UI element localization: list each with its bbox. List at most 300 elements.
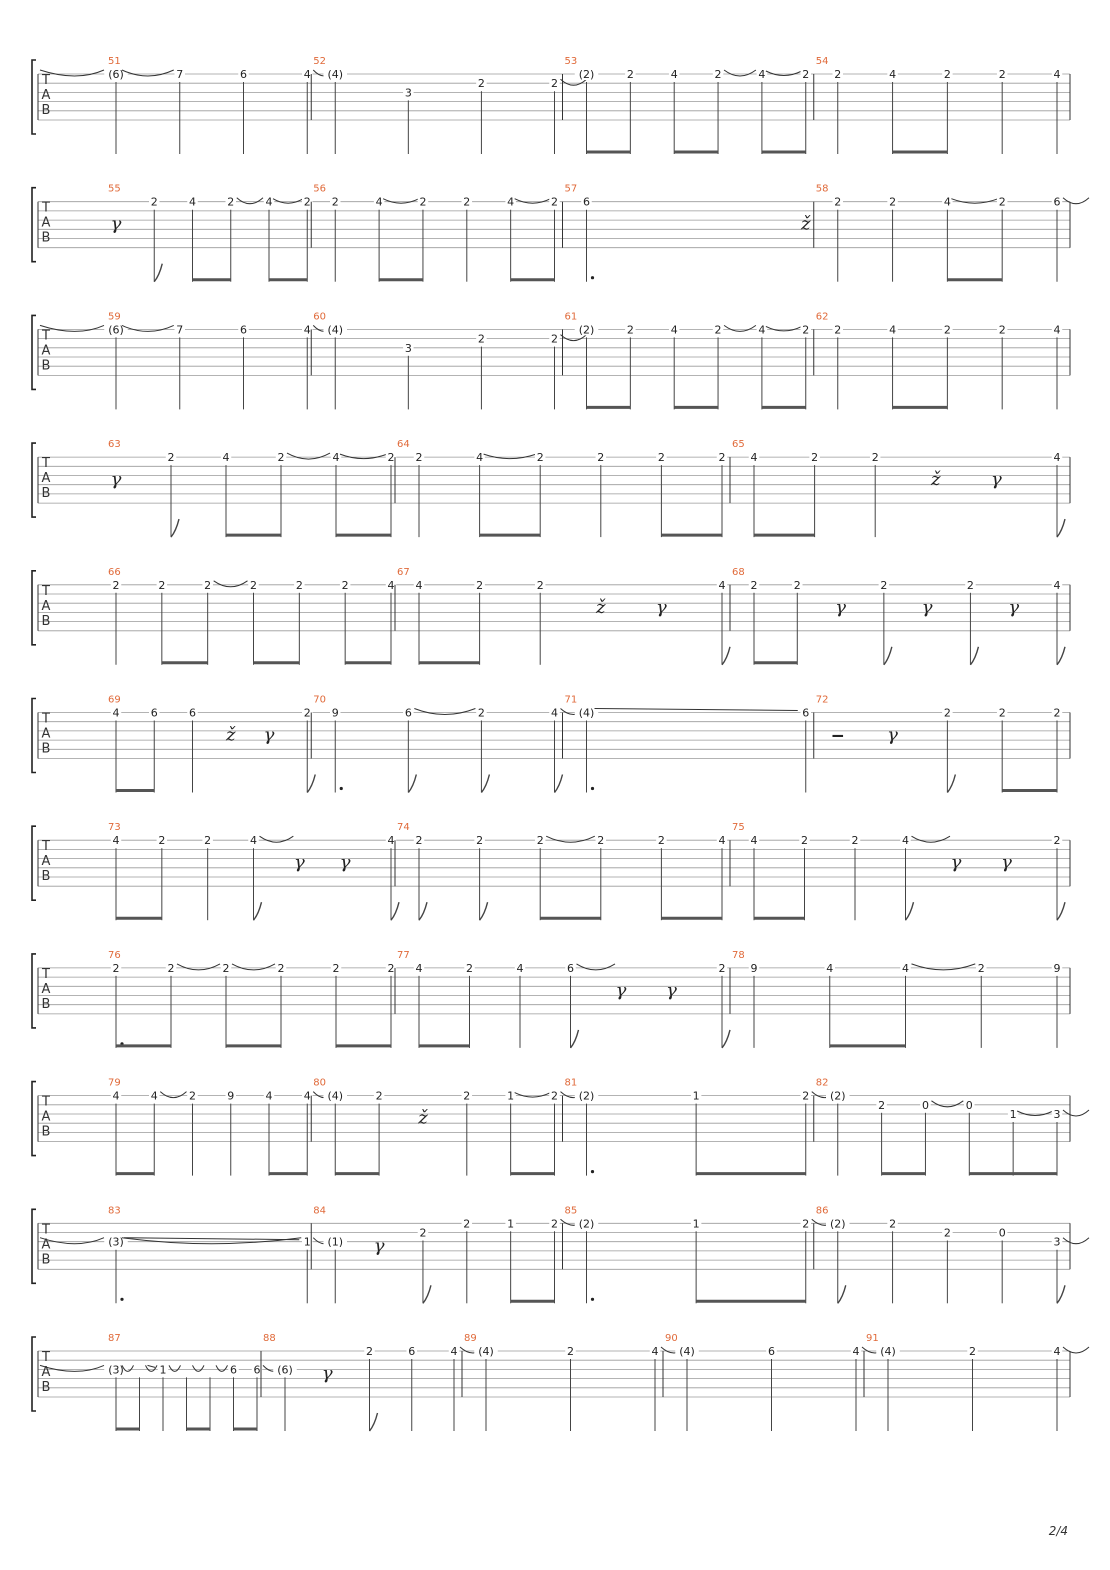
fret-number: 4: [889, 323, 897, 337]
note-flag: [838, 1285, 846, 1303]
note-flag: [722, 1030, 730, 1048]
tab-clef-letter: B: [41, 1380, 51, 1395]
measure: [40, 1333, 285, 1431]
fret-number: 1: [692, 1089, 700, 1103]
fret-number: (4): [327, 1089, 344, 1103]
fret-number: 4: [670, 68, 678, 81]
note-flag: [480, 902, 488, 920]
fret-number: 2: [295, 578, 303, 592]
fret-number: 2: [969, 1345, 976, 1358]
fret-number: 2: [834, 195, 842, 209]
slide-line: [148, 1365, 156, 1367]
tab-clef-letter: A: [41, 598, 51, 614]
measure-number: 61: [564, 311, 578, 323]
rest-eighth: γ: [1008, 596, 1020, 618]
measure: [563, 56, 812, 154]
note-flag: [370, 1413, 378, 1431]
fret-number: 4: [902, 834, 909, 848]
tie-arc: [724, 70, 756, 76]
rest-eighth: γ: [110, 469, 122, 491]
fret-number: 4: [551, 706, 558, 720]
rest-eighth: γ: [373, 1235, 385, 1257]
rhythm-dot: [591, 1298, 594, 1301]
fret-number: 6: [567, 961, 574, 975]
fret-number: 4: [507, 195, 515, 209]
fret-number: 2: [331, 195, 339, 209]
tab-clef-letter: A: [41, 726, 51, 742]
note-flag: [481, 775, 489, 793]
fret-number: 2: [204, 578, 212, 592]
system-bracket: [32, 1337, 36, 1411]
rhythm-dot: [591, 276, 594, 279]
tab-clef-letter: T: [42, 711, 50, 727]
tab-clef-letter: A: [41, 1237, 51, 1253]
fret-number: 6: [240, 68, 247, 81]
tab-system: [32, 56, 1070, 154]
tab-clef-letter: T: [42, 200, 50, 216]
fret-number: 6: [253, 1363, 261, 1377]
measure-number: 81: [564, 1077, 578, 1089]
measure-number: 69: [108, 694, 121, 706]
tab-clef-letter: B: [41, 1124, 51, 1140]
tie-arc: [287, 453, 330, 459]
measure-number: 70: [313, 694, 326, 706]
tie-arc: [193, 1365, 205, 1371]
fret-number: 2: [943, 323, 951, 337]
measure: [563, 311, 812, 409]
fret-number: 2: [597, 834, 605, 848]
fret-number: 1: [507, 1217, 515, 1231]
fret-number: 2: [551, 1089, 558, 1103]
fret-number: 2: [551, 77, 558, 91]
fret-number: 2: [793, 578, 801, 592]
measure-number: 72: [815, 694, 829, 706]
fret-number: 4: [1053, 323, 1061, 337]
fret-number: 2: [158, 834, 166, 848]
measure-number: 65: [732, 439, 745, 451]
fret-number: 4: [112, 1089, 120, 1103]
tab-clef-letter: T: [42, 839, 50, 855]
measure-number: 53: [564, 56, 578, 67]
fret-number: 0: [998, 1226, 1006, 1240]
tab-system: [32, 1333, 1089, 1431]
fret-number: 4: [670, 323, 678, 337]
tie-arc: [216, 1365, 228, 1371]
system-bracket: [32, 1209, 36, 1283]
fret-number: 2: [1053, 706, 1061, 720]
tie-arc: [546, 836, 595, 842]
tab-clef-letter: B: [41, 358, 51, 374]
measure-number: 88: [263, 1333, 276, 1344]
fret-number: 4: [303, 323, 311, 337]
fret-number: 2: [477, 332, 485, 346]
fret-number: 2: [204, 834, 212, 848]
fret-number: 1: [159, 1363, 167, 1377]
note-flag: [423, 1285, 431, 1303]
tab-clef-letter: T: [42, 966, 50, 982]
tab-clef-letter: A: [41, 471, 51, 487]
fret-number: (3): [108, 1235, 124, 1249]
measure-number: 82: [815, 1077, 829, 1089]
fret-number: 2: [880, 578, 888, 592]
fret-number: 2: [415, 451, 423, 465]
note-flag: [722, 647, 730, 665]
fret-number: 2: [222, 961, 230, 975]
fret-number: 4: [303, 68, 311, 81]
fret-number: (4): [327, 323, 344, 337]
measure-number: 68: [732, 566, 745, 578]
tie-arc: [169, 1365, 181, 1371]
note-flag: [884, 647, 892, 665]
tie-arc: [232, 964, 275, 970]
fret-number: 4: [826, 961, 834, 975]
fret-number: 4: [516, 961, 524, 975]
fret-number: 2: [750, 578, 758, 592]
slur-arc: [484, 454, 537, 459]
tab-clef-letter: B: [41, 613, 51, 629]
system-bracket: [32, 571, 36, 645]
rest-quarter: ž: [596, 596, 606, 618]
measure: [563, 1078, 838, 1176]
tab-clef-letter: A: [41, 215, 51, 231]
fret-number: 2: [878, 1098, 886, 1112]
note-flag: [1057, 902, 1065, 920]
measure-number: 89: [464, 1333, 477, 1344]
fret-number: (3): [108, 1363, 124, 1377]
slur-arc: [515, 199, 551, 204]
measure-number: 58: [815, 183, 829, 195]
measure: [40, 56, 335, 154]
rhythm-dot: [591, 787, 594, 790]
measure: [864, 1333, 1089, 1431]
tab-clef-letter: T: [42, 1350, 50, 1365]
fret-number: 4: [750, 451, 758, 465]
note-flag: [1057, 519, 1065, 537]
fret-number: 2: [375, 1089, 383, 1103]
tab-clef-letter: B: [41, 741, 51, 757]
fret-number: 2: [551, 1217, 558, 1231]
tab-clef-letter: T: [42, 583, 50, 599]
tab-clef-letter: T: [42, 73, 50, 88]
tab-system: [32, 950, 1070, 1048]
fret-number: 3: [1053, 1108, 1061, 1121]
fret-number: 4: [415, 961, 423, 975]
slur-arc: [340, 454, 387, 459]
fret-number: 2: [657, 451, 665, 465]
measure: [814, 695, 1063, 793]
fret-number: 2: [626, 323, 634, 337]
measure: [395, 822, 727, 920]
slur-arc: [951, 199, 998, 204]
tab-clef-letter: T: [42, 1222, 50, 1238]
fret-number: 2: [341, 578, 349, 592]
fret-number: (6): [277, 1363, 293, 1377]
fret-number: 4: [718, 578, 726, 592]
rest-eighth: γ: [615, 979, 627, 1001]
fret-number: 4: [852, 1345, 860, 1358]
system-bracket: [32, 315, 36, 389]
fret-number: 2: [463, 1217, 471, 1231]
note-flag: [391, 902, 399, 920]
measure-number: 80: [313, 1077, 326, 1089]
fret-number: (2): [578, 68, 595, 81]
tab-clef-letter: A: [41, 1109, 51, 1125]
system-bracket: [32, 1082, 36, 1156]
measure: [814, 311, 1063, 409]
measure: [311, 311, 586, 409]
rest-eighth: γ: [110, 213, 122, 235]
measure-number: 78: [732, 949, 745, 961]
fret-number: 2: [463, 195, 471, 209]
measure: [395, 567, 730, 665]
fret-number: 2: [834, 323, 842, 337]
fret-number: 2: [366, 1345, 373, 1358]
rest-half: ‒: [831, 724, 845, 746]
fret-number: 2: [112, 961, 120, 975]
measure-number: 57: [564, 183, 578, 195]
tab-clef-letter: T: [42, 328, 50, 344]
rest-eighth: γ: [656, 596, 667, 618]
system-bracket: [32, 826, 36, 900]
fret-number: 4: [943, 195, 951, 209]
fret-number: 1: [303, 1235, 311, 1249]
fret-number: 2: [802, 323, 810, 337]
fret-number: (2): [829, 1217, 846, 1231]
rhythm-dot: [340, 787, 343, 790]
tab-clef-letter: A: [41, 1365, 51, 1380]
fret-number: 4: [250, 834, 257, 848]
fret-number: 2: [477, 77, 485, 91]
fret-number: 9: [750, 961, 758, 975]
tab-clef-letter: B: [41, 869, 51, 885]
tab-system: [32, 822, 1070, 920]
tab-system: [32, 439, 1070, 537]
fret-number: 4: [387, 578, 395, 592]
fret-number: 0: [965, 1098, 973, 1112]
tie-arc: [122, 325, 174, 331]
measure: [814, 1078, 1089, 1176]
measure: [563, 184, 812, 282]
fret-number: 2: [476, 578, 484, 592]
tie-arc: [260, 836, 294, 842]
fret-number: 2: [718, 451, 726, 465]
tab-clef-letter: B: [41, 486, 51, 502]
fret-number: 2: [415, 834, 423, 848]
measure: [730, 950, 1062, 1048]
tie-arc: [1063, 1238, 1089, 1244]
slur-arc: [273, 199, 303, 204]
measure: [108, 1078, 335, 1176]
measure-number: 66: [108, 566, 121, 578]
fret-number: 6: [230, 1363, 237, 1377]
rest-eighth: γ: [293, 852, 305, 874]
measure-number: 71: [564, 694, 578, 706]
fret-number: 4: [450, 1345, 458, 1358]
tie-arc: [1063, 1110, 1089, 1116]
measure: [108, 950, 396, 1048]
fret-number: 4: [112, 834, 120, 848]
measure: [730, 822, 1065, 920]
fret-number: (4): [880, 1345, 896, 1358]
fret-number: 2: [227, 195, 235, 209]
measure-number: 73: [108, 822, 121, 834]
tab-system: [32, 184, 1089, 282]
measure: [40, 1205, 335, 1303]
measure: [311, 56, 586, 154]
slur-arc: [766, 71, 802, 76]
fret-number: 2: [657, 834, 665, 848]
slide-line: [124, 1238, 299, 1240]
fret-number: (4): [679, 1345, 695, 1358]
rest-eighth: γ: [921, 596, 933, 618]
note-flag: [307, 775, 315, 793]
fret-number: 2: [303, 195, 311, 209]
fret-number: (2): [578, 1089, 595, 1103]
tab-clef-letter: B: [41, 996, 51, 1012]
fret-number: 2: [802, 1217, 810, 1231]
fret-number: 1: [1009, 1108, 1017, 1121]
measure: [663, 1333, 888, 1431]
fret-number: 2: [851, 834, 859, 848]
fret-number: 3: [404, 341, 412, 355]
fret-number: (6): [108, 68, 124, 81]
fret-number: 4: [1053, 68, 1061, 81]
fret-number: 2: [466, 961, 473, 975]
measure-number: 74: [397, 822, 410, 834]
fret-number: 4: [1053, 451, 1061, 465]
fret-number: 2: [189, 1089, 196, 1103]
fret-number: 2: [419, 195, 427, 209]
fret-number: (4): [578, 706, 595, 720]
fret-number: 2: [889, 195, 897, 209]
fret-number: 4: [415, 578, 423, 592]
measure: [730, 567, 1065, 665]
measure-number: 67: [397, 566, 410, 578]
fret-number: 2: [463, 1089, 471, 1103]
fret-number: 1: [692, 1217, 700, 1231]
fret-number: (2): [829, 1089, 846, 1103]
measure: [108, 567, 396, 665]
fret-number: 4: [758, 68, 766, 81]
fret-number: 9: [227, 1089, 235, 1103]
fret-number: 7: [176, 68, 184, 81]
note-flag: [1057, 1285, 1065, 1303]
measure: [814, 56, 1063, 154]
tab-clef-letter: B: [41, 230, 51, 246]
fret-number: 2: [802, 68, 810, 81]
slur-arc: [383, 199, 419, 204]
measure: [563, 695, 812, 793]
measure: [730, 439, 1065, 537]
rest-eighth: γ: [991, 469, 1002, 491]
measure: [108, 822, 399, 920]
fret-number: 2: [998, 706, 1006, 720]
measure-number: 60: [313, 311, 326, 323]
tab-system: [32, 311, 1070, 409]
measure: [311, 1078, 586, 1176]
measure-number: 77: [397, 949, 410, 961]
fret-number: 4: [303, 1089, 311, 1103]
measure-number: 62: [815, 311, 829, 323]
fret-number: 4: [1053, 578, 1061, 592]
fret-number: 6: [408, 1345, 416, 1358]
measure-number: 63: [108, 439, 121, 451]
fret-number: 2: [167, 451, 175, 465]
fret-number: 4: [265, 1089, 273, 1103]
measure: [814, 1205, 1089, 1303]
measure-number: 55: [108, 183, 121, 195]
tie-arc: [931, 1101, 963, 1107]
fret-number: 2: [387, 451, 395, 465]
fret-number: 4: [150, 1089, 158, 1103]
system-bracket: [32, 954, 36, 1028]
fret-number: 4: [889, 68, 897, 81]
rest-eighth: γ: [263, 724, 275, 746]
system-bracket: [32, 188, 36, 262]
fret-number: 2: [943, 68, 951, 81]
fret-number: (4): [327, 68, 344, 81]
tab-system: [32, 567, 1070, 665]
note-flag: [906, 902, 914, 920]
tab-system: [32, 1205, 1089, 1303]
fret-number: 1: [507, 1089, 515, 1103]
note-flag: [171, 519, 179, 537]
fret-number: 4: [189, 195, 196, 209]
fret-number: 2: [966, 578, 974, 592]
measure: [108, 695, 315, 793]
rest-eighth: γ: [887, 724, 898, 746]
fret-number: 6: [150, 706, 158, 720]
tie-arc: [1063, 198, 1089, 204]
measure-number: 87: [108, 1333, 121, 1344]
note-flag: [947, 775, 955, 793]
measure-number: 52: [313, 56, 326, 67]
fret-number: 2: [277, 451, 285, 465]
fret-number: (6): [108, 323, 124, 337]
fret-number: 2: [167, 961, 175, 975]
fret-number: 2: [1053, 834, 1061, 848]
measure-number: 86: [815, 1205, 829, 1217]
fret-number: 7: [176, 323, 184, 337]
measure: [40, 311, 335, 409]
slur-arc: [515, 1093, 551, 1098]
measure: [462, 1333, 687, 1431]
fret-number: 2: [536, 451, 544, 465]
fret-number: 9: [331, 706, 339, 720]
fret-number: 2: [567, 1345, 574, 1358]
fret-number: 2: [551, 332, 558, 346]
fret-number: (2): [578, 323, 595, 337]
fret-number: 2: [150, 195, 158, 209]
rest-eighth: γ: [666, 979, 677, 1001]
rest-eighth: γ: [1001, 852, 1012, 874]
fret-number: 2: [998, 323, 1006, 337]
slur-arc: [766, 326, 802, 331]
fret-number: 2: [998, 68, 1006, 81]
rest-quarter: ž: [801, 213, 811, 235]
fret-number: (4): [478, 1345, 494, 1358]
measure: [563, 1205, 838, 1303]
fret-number: 2: [871, 451, 879, 465]
fret-number: 4: [265, 195, 273, 209]
note-flag: [419, 902, 427, 920]
fret-number: 2: [714, 68, 722, 81]
note-flag: [970, 647, 978, 665]
tab-system: [32, 695, 1070, 793]
fret-number: 2: [332, 961, 340, 975]
measure: [108, 184, 313, 282]
fret-number: 2: [158, 578, 166, 592]
